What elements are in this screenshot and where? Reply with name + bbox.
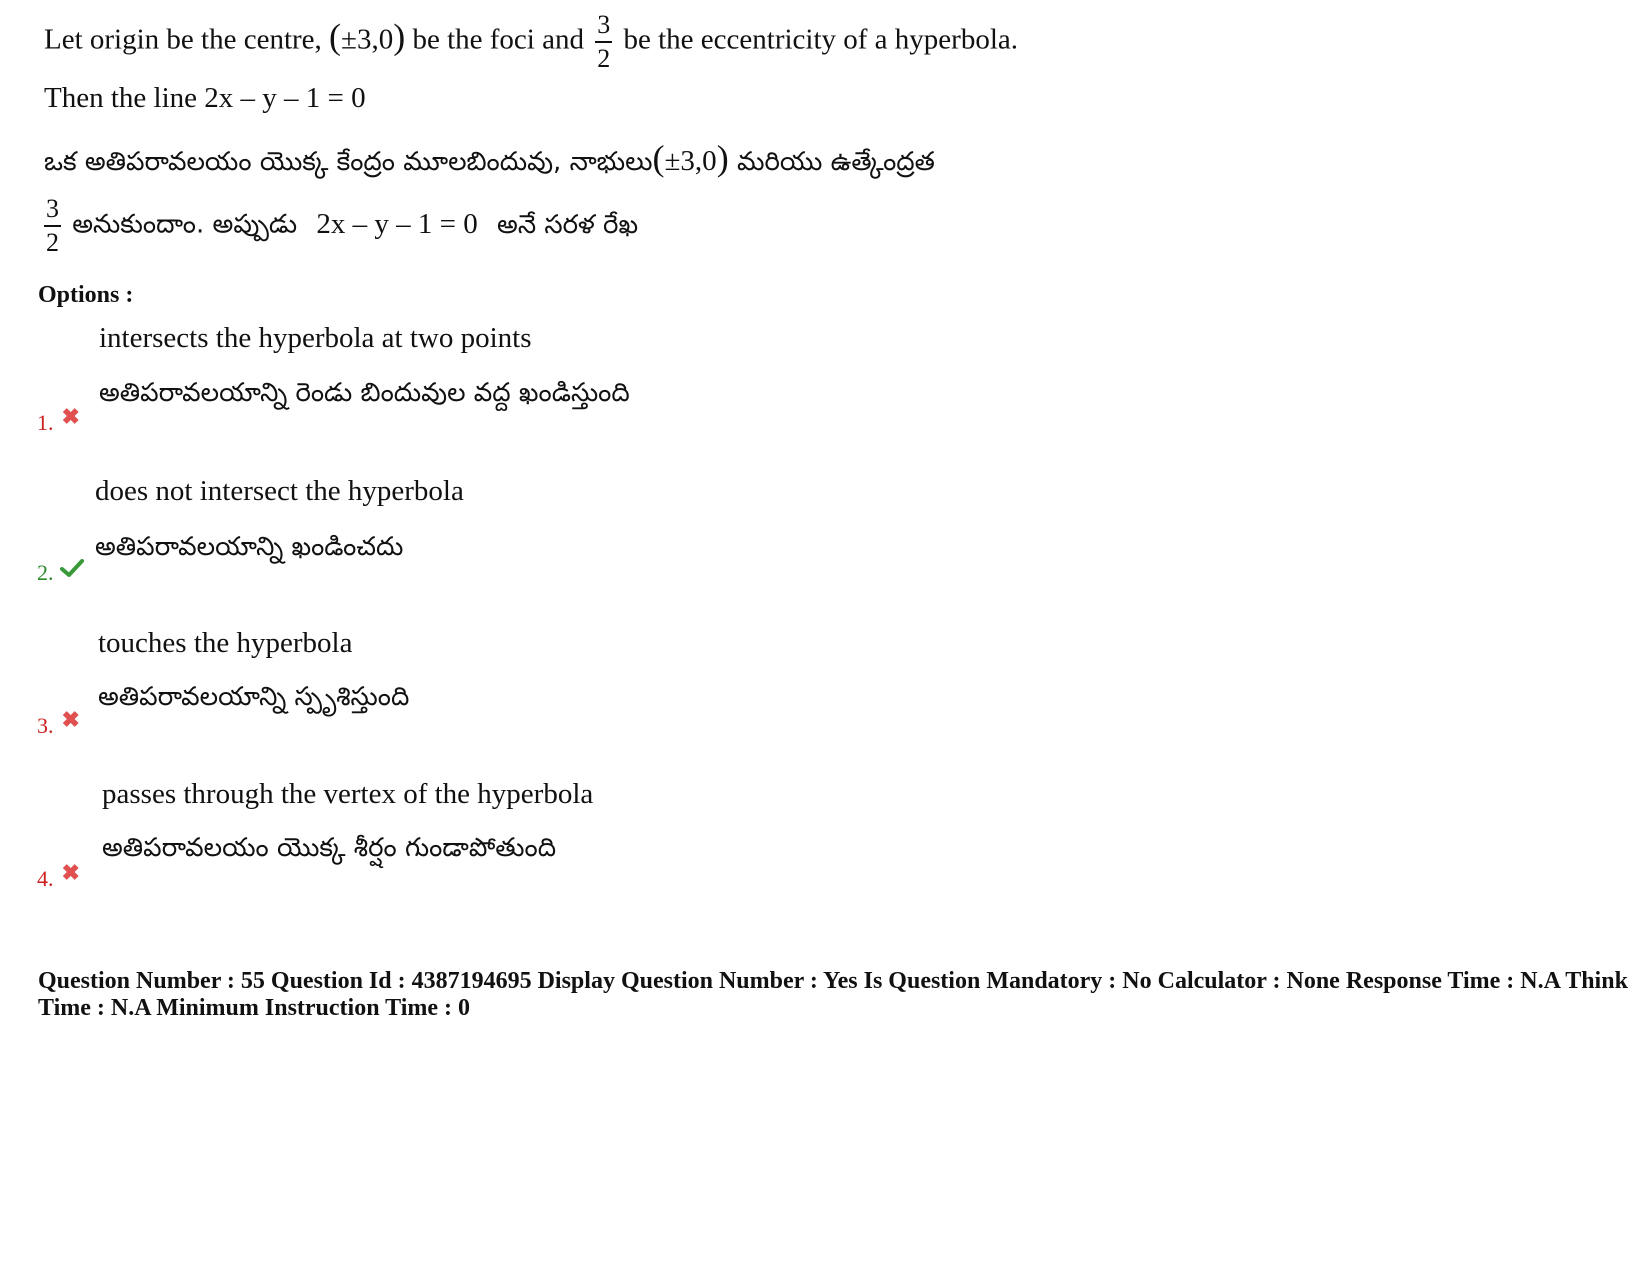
option-3-telugu: అతిపరావలయాన్ని స్పృశిస్తుంది [98,682,410,712]
option-4-telugu: అతిపరావలయం యొక్క శీర్షం గుండాపోతుంది [102,833,557,863]
eccentricity-fraction [44,196,61,256]
check-icon [60,558,84,583]
question-line-1 [44,12,1018,72]
fraction-numerator: 3 [597,10,611,39]
foci-value: ±3,0 [664,145,717,177]
question-telugu-line-2 [44,196,638,256]
question-line-2: Then the line 2x – y – 1 = 0 [44,82,366,114]
option-3-marker[interactable] [37,707,80,739]
option-2-telugu: అతిపరావలయాన్ని ఖండించదు [95,532,404,562]
telugu-text-part: ఒక అతిపరావలయం యొక్క కేంద్రం మూలబిందువు, నాభులు [44,147,653,177]
option-4-english: passes through the vertex of the hyperbola [102,778,594,810]
cross-icon: ✖ [61,860,80,885]
fraction-bar [595,41,612,43]
option-2-english: does not intersect the hyperbola [95,475,464,507]
fraction-numerator: 3 [46,194,59,223]
option-number: 4. [37,866,54,891]
option-number: 2. [37,560,54,585]
question-text-part: Let origin be the centre, [44,23,322,56]
fraction-bar [44,225,61,227]
option-4-marker[interactable] [37,860,80,892]
foci-value: ±3,0 [341,23,394,56]
paren-close: ) [393,16,406,57]
paren-close: ) [716,138,729,178]
options-label: Options : [38,282,134,308]
cross-icon: ✖ [61,707,80,732]
option-2-marker[interactable] [37,560,84,586]
question-text-part: be the eccentricity of a hyperbola. [623,23,1019,56]
paren-open: ( [652,138,665,178]
option-3-english: touches the hyperbola [98,627,353,659]
option-1-english: intersects the hyperbola at two points [99,322,532,354]
eccentricity-fraction [595,12,612,72]
cross-icon: ✖ [61,404,80,429]
equation: 2x – y – 1 = 0 [316,207,478,240]
option-1-telugu: అతిపరావలయాన్ని రెండు బిందువుల వద్ద ఖండిస్తుంది [99,378,630,408]
question-text-part: be the foci and [412,23,584,56]
fraction-denominator: 2 [46,228,59,257]
fraction-denominator: 2 [597,44,611,73]
option-number: 3. [37,713,54,738]
question-telugu-line-1 [44,140,935,176]
telugu-text-part: అనుకుందాం. అప్పుడు [72,209,298,240]
option-1-marker[interactable] [37,404,80,436]
question-metadata: Question Number : 55 Question Id : 4387194695 Display Question Number : Yes Is Question Mandatory : No Calculator : None Response Time : N.A Think Time : N.A Minimum Instruction Time : 0 [38,968,1628,1021]
paren-open: ( [329,16,342,57]
telugu-text-part: మరియు ఉత్కేంద్రత [736,147,935,177]
option-number: 1. [37,410,54,435]
telugu-text-part: అనే సరళ రేఖ [497,209,639,240]
